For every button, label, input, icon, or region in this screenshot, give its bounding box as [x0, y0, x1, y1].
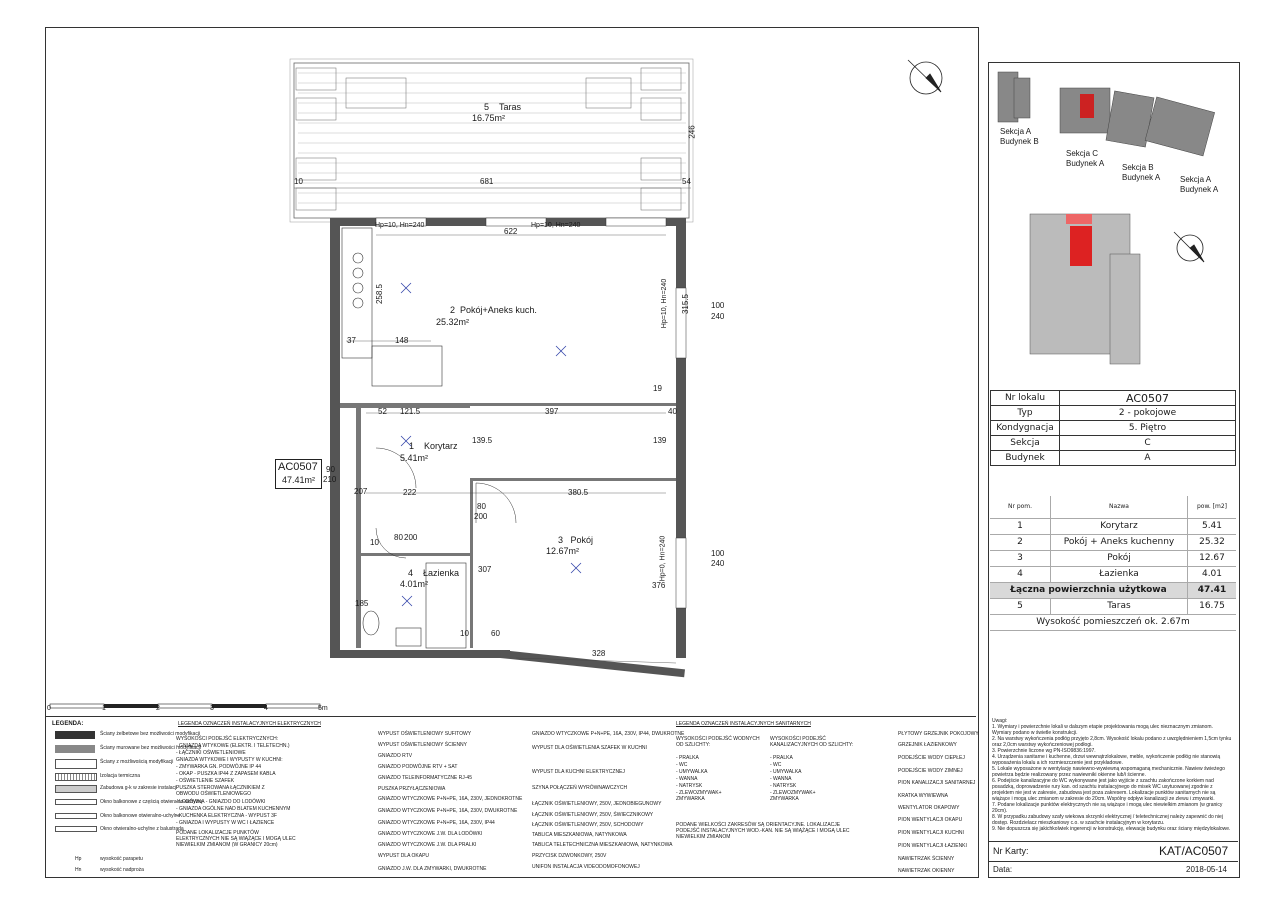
notes-title: Uwagi: — [992, 718, 1008, 724]
elec-symbol2-5: ŁĄCZNIK OŚWIETLENIOWY, 250V, JEDNOBIEGUNOWY — [532, 801, 662, 807]
sanit-symbol-6: KRATKA WYWIEWNA — [898, 793, 948, 799]
dim-328: 328 — [592, 649, 606, 658]
elec-symbol-6: PUSZKA PRZYŁĄCZENIOWA — [378, 786, 446, 792]
room-area: 5.41 — [1188, 518, 1237, 534]
elec-line-9: - GNIAZDA OGÓLNE NAD BLATEM KUCHENNYM — [176, 806, 291, 812]
dim-307: 307 — [478, 565, 492, 574]
dim-246: 246 — [687, 125, 697, 139]
elec-symbol-7: GNIAZDO WTYCZKOWE P+N+PE, 16A, 230V, JEDNOKROTNE — [378, 796, 523, 802]
sanit-col2-2: - WC — [770, 762, 782, 768]
note-line: 2. Na warstwy wykończenia podłóg przyjęto 2,8cm. Wysokość lokalu podano z uwzględnieniem 1,5cm tynku oraz 2,0cm warstwy wykończeniowej podłogi. — [992, 736, 1232, 748]
footer-divider-2 — [988, 861, 1238, 862]
rooms-terrace-row — [990, 598, 1236, 614]
room-name: Pokój + Aneks kuchenny — [1051, 534, 1188, 550]
room-nr: 1 — [990, 518, 1051, 534]
scale-tick-5m: 5m — [318, 705, 328, 712]
dim-200-a: 200 — [474, 512, 488, 521]
keyplan-label-saa-2: Budynek A — [1180, 185, 1219, 194]
room-5-area: 16.75m² — [472, 113, 506, 123]
info-row — [991, 421, 1236, 436]
room-1-area: 5.41m² — [400, 453, 429, 463]
sanit-symbol-4: PODEJŚCIE WODY ZIMNEJ — [898, 768, 963, 774]
window-label-2: Hp=10, Hn=240 — [531, 222, 581, 229]
elec-symbol-9: GNIAZDO WTYCZKOWE P+N+PE, 16A, 230V, IP44 — [378, 820, 495, 826]
info-row — [991, 451, 1236, 466]
legend-item-6: Okno balkonowe z częścią otwieralno-uchylną — [100, 799, 203, 805]
legend-item-9: wysokość parapetu — [100, 856, 143, 862]
rooms-table-header — [990, 496, 1236, 518]
elec-line-10: - KUCHENKA ELEKTRYCZNA - WYPUST 3F — [176, 813, 277, 819]
dim-121-5: 121.5 — [400, 407, 421, 416]
elec-symbol2-11: UNIFON INSTALACJA VIDEODOMOFONOWEJ — [532, 864, 640, 870]
room-name: Korytarz — [1051, 518, 1188, 534]
note-line: 5. Lokale wyposażone w wentylację nawiewno-wywiewną wspomaganą mechanicznie. Nawiew świeżego powietrza będzie realizowany przez nawiewniki okienne lub/i ścienne. — [992, 766, 1225, 778]
sanit-symbol-2: GRZEJNIK ŁAZIENKOWY — [898, 742, 957, 748]
keyplan-label-sab-1: Sekcja A — [1000, 127, 1032, 136]
sanit-symbol-9: PION WENTYLACJI KUCHNI — [898, 830, 964, 836]
elec-symbol2-4: SZYNA POŁĄCZEŃ WYRÓWNAWCZYCH — [532, 785, 628, 791]
elec-line-11: - GNIAZDA I WYPUSTY W WC I ŁAZIENCE — [176, 820, 275, 826]
dim-100-b: 100 — [711, 549, 725, 558]
sanit-note: PODANE WIELKOŚCI ZAKRESÓW SĄ ORIENTACYJNE. LOKALIZACJE PODEJŚĆ INSTALACYJNYCH WOD.-KAN. NIE SĄ WIĄŻĄCE I MOGĄ ULEC NIEWIELKIM ZMIANOM — [676, 822, 850, 840]
note-line: 8. W przypadku zabudowy szafy wiekowa skrzynki elektrycznej / teletechnicznej należy zapewnić do niej dostęp. Rozdzielacz mieszkaniowy c.o. w szachcie instalacyjnym w korytarzu. — [992, 814, 1223, 826]
rooms-table-row — [990, 550, 1236, 566]
dim-54: 54 — [682, 177, 691, 186]
room-nr: 2 — [990, 534, 1051, 550]
info-label: Budynek — [991, 451, 1060, 466]
dim-397: 397 — [545, 407, 559, 416]
room-area: 12.67 — [1188, 550, 1237, 566]
elec-symbol-5: GNIAZDO TELEINFORMATYCZNE RJ-45 — [378, 775, 472, 781]
sanit-col1-1: - PRALKA — [676, 755, 699, 761]
info-label: Typ — [991, 406, 1060, 421]
sanit-col1-title: WYSOKOŚCI PODEJŚĆ WODNYCH OD SZLICHTY: — [676, 736, 760, 748]
elec-symbol2-7: ŁĄCZNIK OŚWIETLENIOWY, 250V, SCHODOWY — [532, 822, 644, 828]
dim-200-b: 200 — [404, 533, 418, 542]
info-value: 5. Piętro — [1060, 421, 1236, 436]
elec-note: PODANE LOKALIZACJE PUNKTÓW ELEKTRYCZNYCH NIE SĄ WIĄŻĄCE I MOGĄ ULEC NIEWIELKIM ZMIANOM (W GRANICY 20cm) — [176, 830, 296, 848]
key-plan — [990, 64, 1236, 384]
dim-139: 139 — [653, 436, 667, 445]
card-number-value: KAT/AC0507 — [1159, 844, 1229, 858]
elec-symbol2-2: WYPUST DLA OŚWIETLENIA SZAFEK W KUCHNI — [532, 745, 647, 751]
keyplan-label-saa-1: Sekcja A — [1180, 175, 1212, 184]
elec-line-7: PUSZKA STEROWANA ŁĄCZNIKIEM Z OBWODU OŚWIETLENIOWEGO — [176, 785, 265, 797]
note-line: 4. Urządzenia sanitarne i kuchenne, drzwi wewnątrzlokalowe, meble, wykończenie podłóg nie stanowią wyposażenia lokalu a ich rozmieszczenie jest przykładowe. — [992, 754, 1221, 766]
dim-80-a: 80 — [477, 502, 486, 511]
info-row — [991, 406, 1236, 421]
dim-40: 40 — [668, 407, 677, 416]
room-area: 16.75 — [1188, 598, 1237, 614]
sanit-col1-2: - WC — [676, 762, 688, 768]
dim-210: 210 — [323, 475, 337, 484]
sanit-symbol-7: WENTYLATOR OKAPOWY — [898, 805, 960, 811]
dim-376: 376 — [652, 581, 666, 590]
rooms-header-area: pow. [m2] — [1188, 496, 1237, 518]
elec-symbol-4: GNIAZDO PODWÓJNE RTV + SAT — [378, 764, 458, 770]
rooms-total-label: Łączna powierzchnia użytkowa — [990, 582, 1188, 598]
elec-line-8: - LODÓWKA - GNIAZDO DO LODÓWKI — [176, 799, 266, 805]
legend-item-8: Okno otwieralno-uchylne z balustradą — [100, 826, 184, 832]
footer-divider-1 — [988, 841, 1238, 842]
info-table — [990, 390, 1236, 466]
rooms-table-row — [990, 566, 1236, 582]
legend-item-10: wysokość nadproża — [100, 867, 144, 873]
sanit-col1-5: - NATRYSK — [676, 783, 703, 789]
sanit-legend-title: LEGENDA OZNACZEŃ INSTALACYJNYCH SANITARNYCH — [676, 721, 811, 727]
room-area: 4.01 — [1188, 566, 1237, 582]
rooms-table-row — [990, 518, 1236, 534]
legend-item-3: Ściany z możliwością modyfikacji — [100, 759, 174, 765]
note-line: 7. Podane lokalizacje punktów elektrycznych nie są wiążące i mogą ulec niewielkim zmianom (w granicy 20cm). — [992, 802, 1223, 814]
date-value: 2018-05-14 — [1186, 865, 1227, 874]
note-line: 3. Powierzchnie liczone wg PN-ISO9836:1997. — [992, 748, 1096, 754]
keyplan-label-sab-2: Budynek B — [1000, 137, 1039, 146]
dim-380-5: 380.5 — [568, 488, 589, 497]
legend-item-2: Ściany murowane bez możliwości modyfikacji — [100, 745, 201, 751]
info-label: Kondygnacja — [991, 421, 1060, 436]
room-3-label: 3 Pokój — [558, 535, 594, 545]
room-name: Łazienka — [1051, 566, 1188, 582]
elec-symbol2-1: GNIAZDO WTYCZKOWE P+N+PE, 16A, 230V, IP44, DWUKROTNE — [532, 731, 685, 737]
dim-258-5: 258.5 — [375, 283, 385, 305]
apartment-tag-code: AC0507 — [278, 461, 318, 473]
info-value: A — [1060, 451, 1236, 466]
keyplan-label-sca-1: Sekcja C — [1066, 149, 1099, 158]
rooms-table-row — [990, 534, 1236, 550]
rooms-height-row — [990, 614, 1236, 630]
elec-symbol2-10: PRZYCISK DZWONKOWY, 250V — [532, 853, 607, 859]
scale-tick-1: 1 — [102, 705, 106, 712]
sanit-col2-1: - PRALKA — [770, 755, 793, 761]
sanit-col1-6: - ZLEWOZMYWAK+ ZMYWARKA — [676, 790, 722, 802]
dim-240-a: 240 — [711, 312, 725, 321]
info-value: C — [1060, 436, 1236, 451]
room-3-area: 12.67m² — [546, 546, 580, 556]
room-1-label: 1 Korytarz — [409, 441, 458, 451]
legend-strip — [46, 716, 976, 717]
window-label-1: Hp=10, Hn=240 — [375, 222, 425, 229]
floor-plan — [46, 28, 976, 718]
dim-315-5: 315.5 — [681, 293, 691, 315]
elec-line-2: - ŁĄCZNIKI OŚWIETLENIOWE — [176, 750, 246, 756]
info-value: AC0507 — [1060, 391, 1236, 406]
room-2-area: 25.32m² — [436, 317, 470, 327]
keyplan-label-sba-1: Sekcja B — [1122, 163, 1154, 172]
dim-90: 90 — [326, 465, 335, 474]
elec-line-1: - GNIAZDA WTYKOWE (ELEKTR. I TELETECHN.) — [176, 743, 290, 749]
sanit-col2-4: - WANNA — [770, 776, 792, 782]
sanit-symbol-8: PION WENTYLACJI OKAPU — [898, 817, 963, 823]
room-4-label: 4 Łazienka — [408, 568, 460, 578]
notes-block — [992, 718, 1232, 832]
scale-tick-2: 2 — [156, 705, 160, 712]
keyplan-label-sba-2: Budynek A — [1122, 173, 1161, 182]
dim-207: 207 — [354, 487, 368, 496]
sanit-symbol-11: NAWIETRZAK ŚCIENNY — [898, 856, 955, 862]
room-name: Pokój — [1051, 550, 1188, 566]
elec-symbol-3: GNIAZDO RTV — [378, 753, 413, 759]
apartment-tag-area: 47.41m² — [282, 475, 316, 485]
elec-line-4: - ZMYWARKA GN. PODWÓJNE IP 44 — [176, 764, 262, 770]
info-value: 2 - pokojowe — [1060, 406, 1236, 421]
rooms-height-note: Wysokość pomieszczeń ok. 2.67m — [990, 614, 1236, 630]
room-nr: 5 — [990, 598, 1051, 614]
room-4-area: 4.01m² — [400, 579, 429, 589]
dim-681: 681 — [480, 177, 494, 186]
note-line: 9. Nie dopuszcza się jakichkolwiek ingerencji w konstrukcję, elewację budynku oraz ściany międzylokalowe. — [992, 826, 1231, 832]
room-nr: 3 — [990, 550, 1051, 566]
sanit-symbol-12: NAWIETRZAK OKIENNY — [898, 868, 955, 874]
dim-139-5: 139.5 — [472, 436, 493, 445]
legend-item-5: Zabudowa g-k w zakresie instalacji — [100, 785, 178, 791]
dim-10: 10 — [294, 177, 303, 186]
elec-symbol2-3: WYPUST DLA KUCHNI ELEKTRYCZNEJ — [532, 769, 625, 775]
room-area: 25.32 — [1188, 534, 1237, 550]
elec-symbol2-6: ŁĄCZNIK OŚWIETLENIOWY, 250V, ŚWIECZNIKOWY — [532, 812, 654, 818]
dim-100-a: 100 — [711, 301, 725, 310]
scale-tick-3: 3 — [210, 705, 214, 712]
note-line: 1. Wymiary i powierzchnie lokali w dalszym etapie projektowania mogą ulec nieznacznym zmianom. Wymiary podano w świetle konstrukcji. — [992, 724, 1213, 736]
keyplan-label-sca-2: Budynek A — [1066, 159, 1105, 168]
window-label-4: Hp=0, Hn=240 — [659, 535, 667, 582]
sanit-col2-5: - NATRYSK — [770, 783, 797, 789]
legend-abbr-hp: Hp — [75, 856, 82, 862]
dim-185: 185 — [355, 599, 369, 608]
info-label: Nr lokalu — [991, 391, 1060, 406]
elec-line-3: GNIAZDA WTYKOWE I WYPUSTY W KUCHNI: — [176, 757, 283, 763]
elec-symbol-1: WYPUST OŚWIETLENIOWY SUFITOWY — [378, 731, 472, 737]
sanit-col1-3: - UMYWALKA — [676, 769, 708, 775]
rooms-total-row — [990, 582, 1236, 598]
elec-symbol2-8: TABLICA MIESZKANIOWA, NATYNKOWA — [532, 832, 627, 838]
dim-10-b: 10 — [370, 538, 379, 547]
room-5-label: 5 Taras — [484, 102, 522, 112]
rooms-table — [990, 496, 1236, 631]
sanit-symbol-3: PODEJŚCIE WODY CIEPŁEJ — [898, 755, 965, 761]
legend-item-1: Ściany żelbetowe bez możliwości modyfikacji — [100, 731, 201, 737]
info-row — [991, 391, 1236, 406]
info-label: Sekcja — [991, 436, 1060, 451]
sanit-col2-6: - ZLEWOZMYWAK+ ZMYWARKA — [770, 790, 816, 802]
window-label-3: Hp=10, Hn=240 — [661, 278, 669, 329]
rooms-header-nr: Nr pom. — [990, 496, 1051, 518]
dim-240-b: 240 — [711, 559, 725, 568]
date-label: Data: — [993, 865, 1013, 874]
elec-heights-title: WYSOKOŚCI PODEJŚĆ ELEKTRYCZNYCH: — [176, 736, 279, 742]
elec-legend-title: LEGENDA OZNACZEŃ INSTALACYJNYCH ELEKTRYCZNYCH — [178, 721, 321, 727]
sanit-col2-title: WYSOKOŚCI PODEJŚĆ KANALIZACYJNYCH OD SZLICHTY: — [770, 736, 854, 748]
elec-line-5: - OKAP - PUSZKA IP44 Z ZAPASEM KABLA — [176, 771, 276, 777]
scale-tick-0: 0 — [47, 705, 51, 712]
legend-item-7: Okno balkonowe otwieralno-uchylne — [100, 813, 181, 819]
dim-80-b: 80 — [394, 533, 403, 542]
elec-symbol-12: WYPUST DLA OKAPU — [378, 853, 430, 859]
rooms-total-area: 47.41 — [1188, 582, 1237, 598]
elec-symbol-11: GNIAZDO WTYCZKOWE J.W. DLA PRALKI — [378, 842, 477, 848]
dim-10-c: 10 — [460, 629, 469, 638]
apartment-tag — [275, 459, 322, 489]
sanit-col2-3: - UMYWALKA — [770, 769, 802, 775]
dim-222: 222 — [403, 488, 417, 497]
elec-symbol-2: WYPUST OŚWIETLENIOWY ŚCIENNY — [378, 742, 467, 748]
elec-symbol2-9: TABLICA TELETECHNICZNA MIESZKANIOWA, NATYNKOWA — [532, 842, 673, 848]
room-name: Taras — [1051, 598, 1188, 614]
elec-symbol-10: GNIAZDO WTYCZKOWE J.W. DLA LODÓWKI — [378, 831, 483, 837]
room-2-label: 2 Pokój+Aneks kuch. — [450, 305, 537, 315]
sanit-symbol-10: PION WENTYLACJI ŁAZIENKI — [898, 843, 967, 849]
dim-37: 37 — [347, 336, 356, 345]
dim-148: 148 — [395, 336, 409, 345]
info-row — [991, 436, 1236, 451]
legend-item-4: Izolacja termiczna — [100, 773, 141, 779]
elec-line-6: - OŚWIETLENIE SZAFEK — [176, 778, 235, 784]
sanit-symbol-5: PION KANALIZACJI SANITARNEJ — [898, 780, 976, 786]
legend-title: LEGENDA: — [52, 721, 84, 727]
scale-tick-4: 4 — [264, 705, 268, 712]
dim-60: 60 — [491, 629, 500, 638]
legend-abbr-hn: Hn — [75, 867, 82, 873]
sanit-col1-4: - WANNA — [676, 776, 698, 782]
rooms-header-name: Nazwa — [1051, 496, 1188, 518]
room-nr: 4 — [990, 566, 1051, 582]
note-line: 6. Podejście kanalizacyjne do WC wykonywane jest jako wyjście z szachtu zakończone korkiem nad posadzką, doprowadzenie rury kan. od szachtu instalacyjnego do misek WC usytuowanej zgodnie z projektem nie jest w zakresie, zabudowa jest poza zakresem. Lokalizacje punktów sanitarnych nie są wiążące i mogą ulec zmianom w zakresie do 20cm. Wspólny odpływ kanalizacji ze zlewu i zmywarki. — [992, 778, 1216, 802]
dim-19: 19 — [653, 384, 662, 393]
dim-622: 622 — [504, 227, 518, 236]
elec-symbol-13: GNIAZDO J.W. DLA ZMYWARKI, DWUKROTNE — [378, 866, 487, 872]
dim-52: 52 — [378, 407, 387, 416]
sanit-symbol-1: PŁYTOWY GRZEJNIK POKOJOWY — [898, 731, 979, 737]
card-number-label: Nr Karty: — [993, 846, 1029, 856]
elec-symbol-8: GNIAZDO WTYCZKOWE P+N+PE, 16A, 230V, DWUKROTNE — [378, 808, 518, 814]
